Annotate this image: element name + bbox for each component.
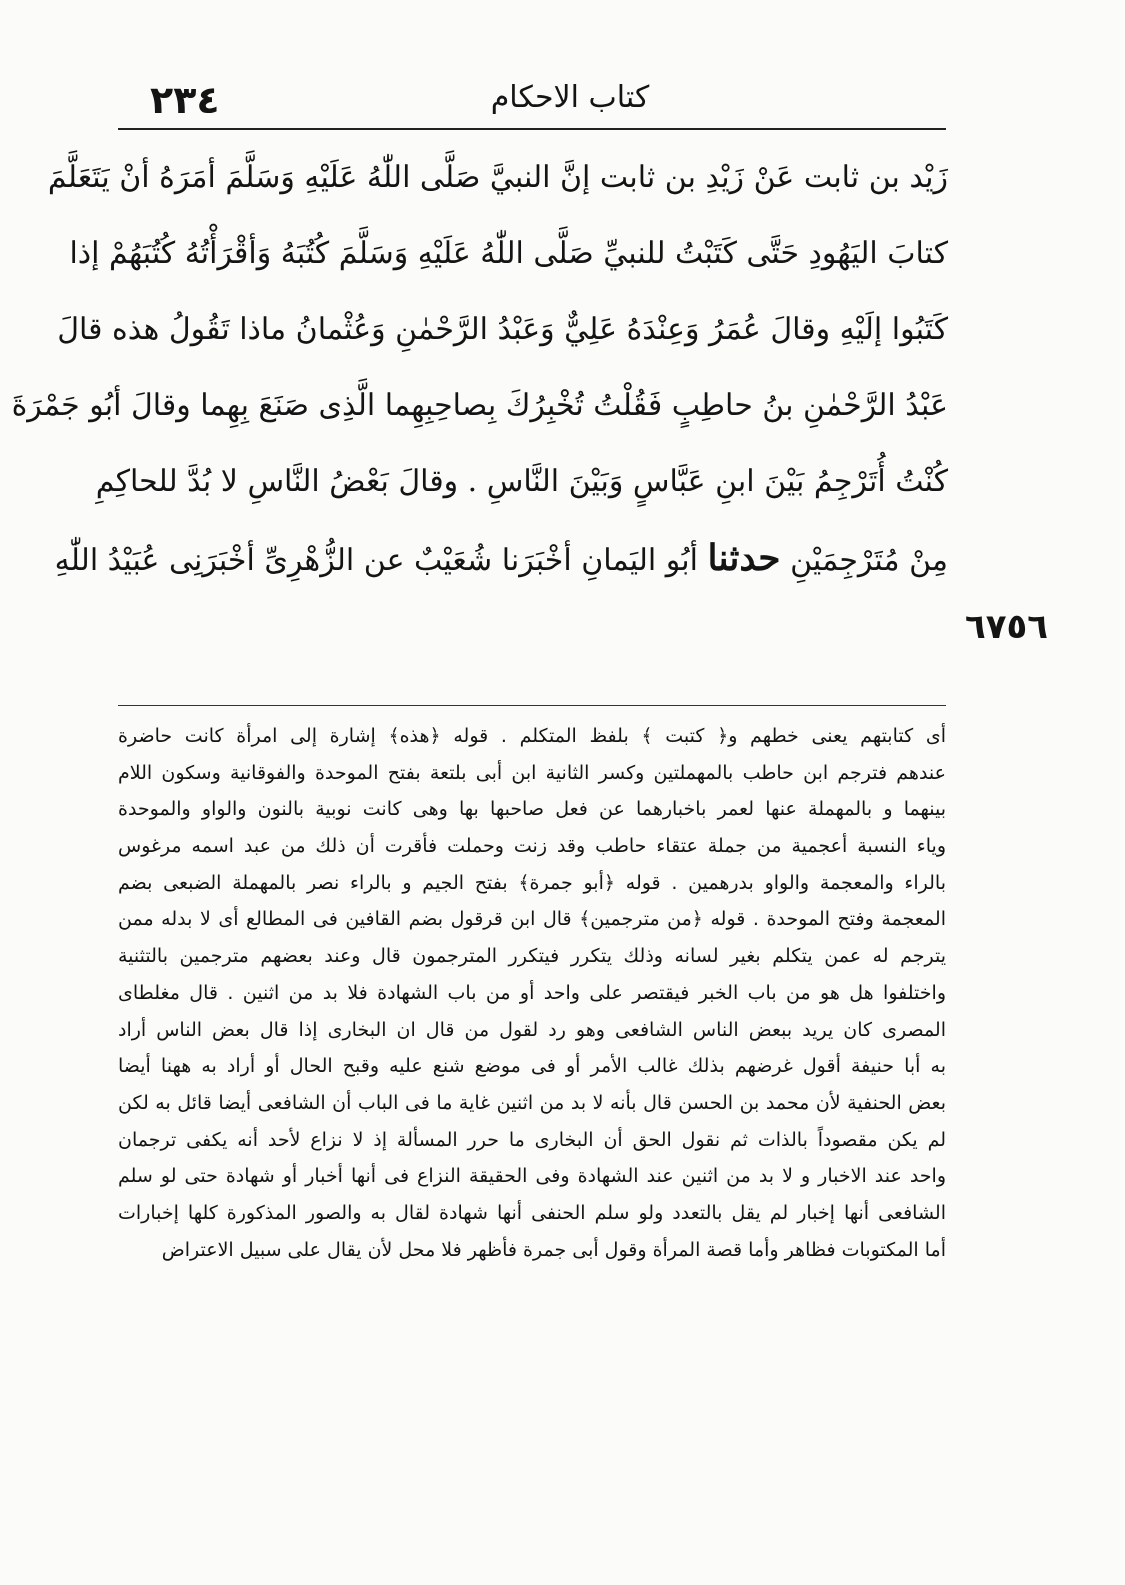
hadith-line: عَبْدُ الرَّحْمٰنِ بنُ حاطِبٍ فَقُلْتُ تُخْبِرُكَ بِصاحِبِهِما الَّذِى صَنَعَ بِهِما وقالَ أبُو جَمْرَةَ bbox=[11, 388, 948, 423]
commentary-line: أما المكتوبات فظاهر وأما قصة المرأة وقول أبى جمرة فأظهر فلا محل لأن يقال على سبيل الاعتراض bbox=[161, 1238, 946, 1261]
haddathana-keyword: حدثنا bbox=[707, 537, 781, 579]
commentary-line: لم يكن مقصوداً بالذات ثم نقول الحق أن البخارى ما حرر المسألة إذ لا نزاع لأحد أنه يكفى ترجمان bbox=[118, 1128, 946, 1151]
page-number: ۲۳٤ bbox=[150, 78, 220, 122]
hadith-line: كتابَ اليَهُودِ حَتَّى كَتَبْتُ للنبيِّ صَلَّى اللّٰهُ عَلَيْهِ وَسَلَّمَ كُتُبَهُ وَأقْرَأْتُهُ كُتُبَهُمْ إذا bbox=[69, 236, 948, 271]
hadith-line-end: أبُو اليَمانِ أخْبَرَنا شُعَيْبٌ عن الزُّهْرِىِّ أخْبَرَنِى عُبَيْدُ اللّٰهِ bbox=[54, 543, 698, 578]
commentary-line: واحد عند الاخبار و لا بد من اثنين عند الشهادة وفى الحقيقة النزاع فى أنها أخبار أو شهادة حتى لو سلم bbox=[118, 1165, 946, 1188]
commentary-line: به أبا حنيفة أقول غرضهم بذلك غالب الأمر أو فى موضع شنع عليه وقبح الحال أو أراد به ههنا أيضا bbox=[118, 1055, 946, 1078]
hadith-line-last bbox=[54, 520, 948, 596]
commentary-line: الشافعى أنها إخبار لم يقل بالتعدد ولو سلم الحنفى أنها شهادة لقال به والصور المذكورة كلها إخبارات bbox=[118, 1201, 946, 1224]
hadith-text bbox=[11, 140, 948, 596]
commentary bbox=[118, 718, 946, 1268]
commentary-line: بينهما و بالمهملة عنها لعمر باخبارهما عن فعل صاحبها بها وهى كانت نوبية بالنون والواو والموحدة bbox=[118, 798, 946, 821]
commentary-line: بعض الحنفية لأن محمد بن الحسن قال بأنه لا بد من اثنين غاية ما فى الباب أن الشافعى أيضا قائل به لكن bbox=[118, 1091, 946, 1114]
commentary-line: بالراء والمعجمة والواو بدرهمين . قوله ﴿أبو جمرة﴾ بفتح الجيم و بالراء نصر بالمهملة الضبعى بضم bbox=[118, 871, 946, 894]
commentary-line: عندهم فترجم ابن حاطب بالمهملتين وكسر الثانية ابن أبى بلتعة بفتح الموحدة والفوقانية وسكون اللام bbox=[118, 761, 946, 784]
commentary-line: وياء النسبة أعجمية من جملة عتقاء حاطب وقد زنت وحملت فأقرت أن ذلك من عبد اسمه مرغوس bbox=[118, 835, 946, 858]
header-rule bbox=[118, 128, 946, 130]
hadith-line: زَيْد بن ثابت عَنْ زَيْدِ بن ثابت إنَّ النبيَّ صَلَّى اللّٰهُ عَلَيْهِ وَسَلَّمَ أمَرَهُ أنْ يَتَعَلَّمَ bbox=[47, 160, 948, 195]
commentary-line: المعجمة وفتح الموحدة . قوله ﴿من مترجمين﴾ قال ابن قرقول بضم القافين فى المطالع أى لا بدله ممن bbox=[118, 908, 946, 931]
footnote-rule bbox=[118, 705, 946, 706]
hadith-line: كُنْتُ أُتَرْجِمُ بَيْنَ ابنِ عَبَّاسٍ وَبَيْنَ النَّاسِ . وقالَ بَعْضُ النَّاسِ لا بُدَّ للحاكِمِ bbox=[95, 464, 948, 499]
commentary-line: أى كتابتهم يعنى خطهم و﴿ كتبت ﴾ بلفظ المتكلم . قوله ﴿هذه﴾ إشارة إلى امرأة كانت حاضرة bbox=[118, 725, 946, 747]
hadith-line-start: مِنْ مُتَرْجِمَيْنِ bbox=[790, 543, 948, 578]
running-title: كتاب الاحكام bbox=[490, 80, 650, 115]
commentary-line: يترجم له عمن يتكلم بغير لسانه وذلك يتكرر فيتكرر المترجمون قال وعند بعضهم مترجمين بالتثنية bbox=[118, 945, 946, 968]
commentary-line: المصرى كان يريد ببعض الناس الشافعى وهو رد لقول من قال ان البخارى إذا قال بعض الناس أراد bbox=[118, 1018, 946, 1041]
hadith-line: كَتَبُوا إلَيْهِ وقالَ عُمَرُ وَعِنْدَهُ عَلِيٌّ وَعَبْدُ الرَّحْمٰنِ وَعُثْمانُ ماذا تَقُولُ هذه قالَ bbox=[57, 312, 948, 347]
hadith-number: ٦٧٥٦ bbox=[965, 607, 1049, 647]
commentary-line: واختلفوا هل هو من باب الخبر فيقتصر على واحد أو من باب الشهادة فلا بد من اثنين . قال مغلطاى bbox=[118, 981, 946, 1004]
